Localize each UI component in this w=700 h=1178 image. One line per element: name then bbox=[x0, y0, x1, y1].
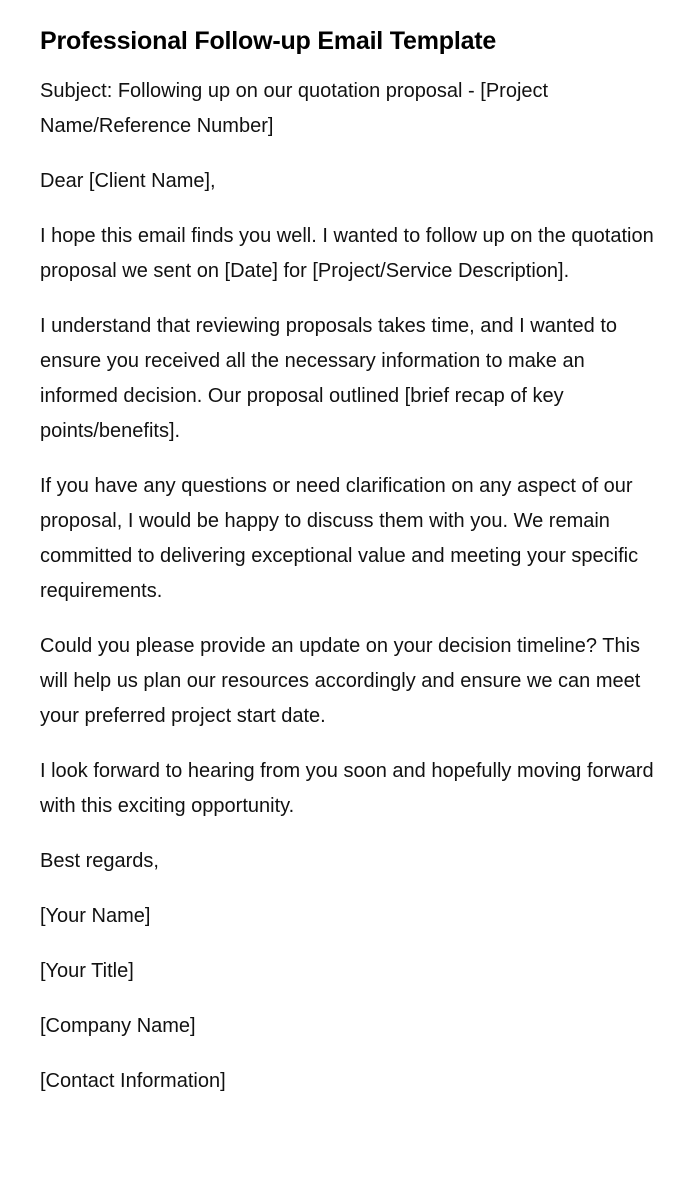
signature-company: [Company Name] bbox=[40, 1015, 196, 1037]
signature-title: [Your Title] bbox=[40, 960, 134, 982]
email-paragraph-timeline: Could you please provide an update on your decision timeline? This will help us plan our resources accordingly and ensure we can meet your preferred project start date. bbox=[40, 635, 641, 727]
email-body bbox=[40, 74, 660, 1099]
email-paragraph-questions: If you have any questions or need clarification on any aspect of our proposal, I would be happy to discuss them with you. We remain committed to delivering exceptional value and meeting your specific requirements. bbox=[40, 475, 639, 602]
email-signoff: Best regards, bbox=[40, 850, 159, 872]
email-subject-line: Subject: Following up on our quotation proposal - [Project Name/Reference Number] bbox=[40, 80, 549, 137]
email-paragraph-closing: I look forward to hearing from you soon and hopefully moving forward with this exciting opportunity. bbox=[40, 760, 654, 817]
email-salutation: Dear [Client Name], bbox=[40, 170, 216, 192]
document-title: Professional Follow-up Email Template bbox=[40, 27, 497, 55]
email-paragraph-intro: I hope this email finds you well. I wanted to follow up on the quotation proposal we sent on [Date] for [Project/Service Description]. bbox=[40, 225, 654, 282]
email-paragraph-recap: I understand that reviewing proposals takes time, and I wanted to ensure you received all the necessary information to make an informed decision. Our proposal outlined [brief recap of key points/benefits]. bbox=[40, 315, 618, 442]
signature-contact: [Contact Information] bbox=[40, 1070, 226, 1092]
signature-name: [Your Name] bbox=[40, 905, 151, 927]
